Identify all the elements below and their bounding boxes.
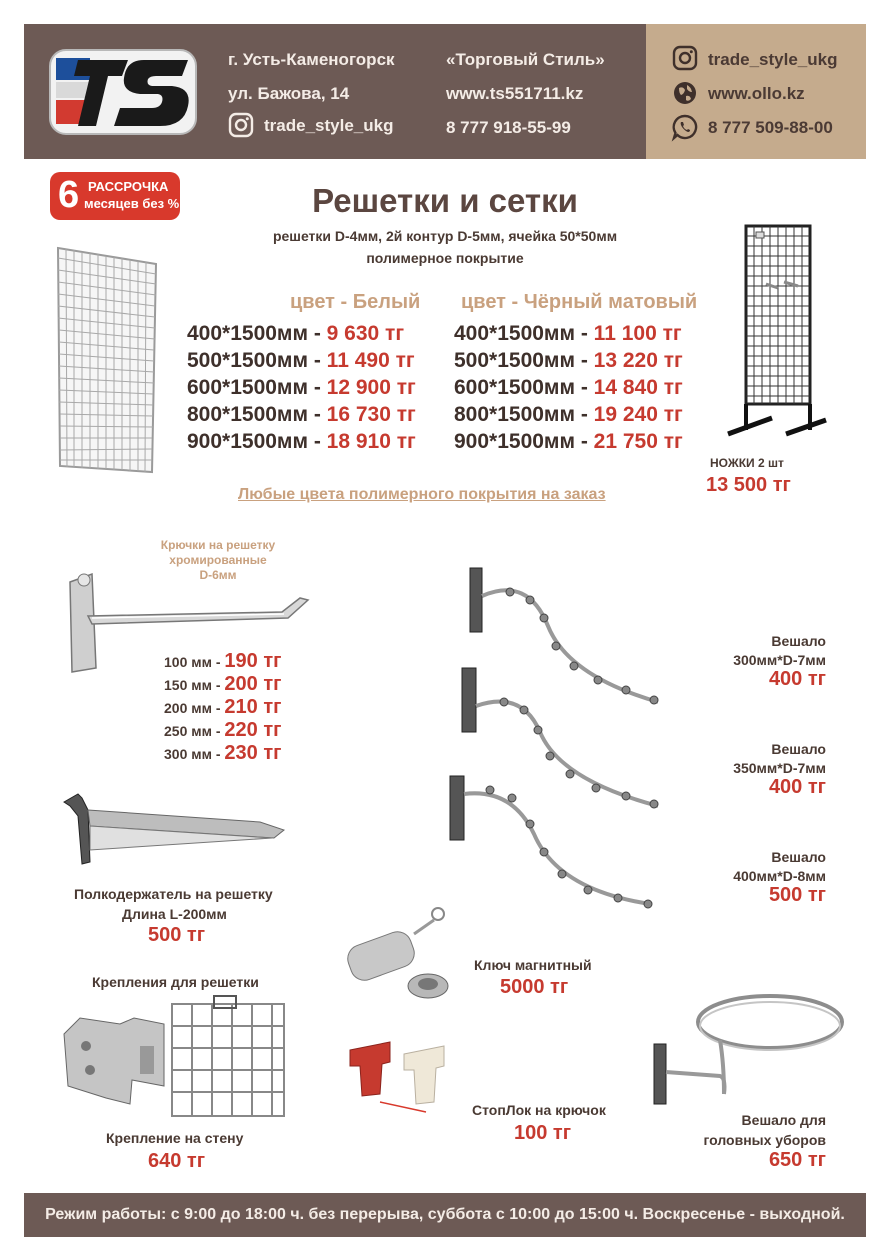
price-row [187, 322, 416, 349]
hat-price: 650 тг [768, 1149, 826, 1171]
legs-label: НОЖКИ 2 шт [710, 456, 784, 470]
hooks-title-line1: Крючки на решетку [160, 538, 276, 552]
price-value: 19 240 тг [593, 403, 683, 426]
hooks-title-line3: D-6мм [199, 568, 237, 582]
header-website[interactable]: www.ts551711.kz [446, 84, 584, 103]
price-value: 18 910 тг [326, 430, 416, 453]
grid-panel-image [52, 244, 162, 476]
subtitle-coating: полимерное покрытие [366, 250, 524, 266]
header-whatsapp[interactable]: 8 777 509-88-00 [708, 118, 833, 137]
hanger-spec: 350мм*D-7мм [733, 760, 826, 776]
size-label: 600*1500мм - [187, 376, 327, 399]
price-row [454, 376, 683, 403]
key-label: Ключ магнитный [474, 957, 592, 973]
grid-stand-image [726, 222, 830, 454]
price-value: 220 тг [224, 719, 282, 741]
custom-colors-note: Любые цвета полимерного покрытия на заказ [238, 486, 606, 503]
size-label: 300 мм - [164, 746, 225, 762]
size-label: 400*1500мм - [454, 322, 594, 345]
price-row [164, 673, 281, 696]
wall-mount-label: Крепление на стену [106, 1130, 244, 1146]
price-value: 21 750 тг [593, 430, 683, 453]
size-label: 100 мм - [164, 654, 225, 670]
size-label: 900*1500мм - [454, 430, 594, 453]
hooks-title-line2: хромированные [169, 553, 267, 567]
hat-line2: головных уборов [703, 1132, 826, 1148]
hanger-spec: 300мм*D-7мм [733, 652, 826, 668]
black-price-list [454, 322, 683, 457]
price-row [187, 403, 416, 430]
price-value: 16 730 тг [326, 403, 416, 426]
size-label: 200 мм - [164, 700, 225, 716]
header-city: г. Усть-Каменогорск [228, 50, 395, 69]
size-label: 500*1500мм - [454, 349, 594, 372]
stoplock-image [346, 1032, 456, 1126]
magnetic-key-image [344, 904, 454, 1000]
white-price-list [187, 322, 416, 457]
size-label: 600*1500мм - [454, 376, 594, 399]
instagram-icon [228, 112, 254, 138]
shelf-price: 500 тг [148, 924, 206, 946]
badge-number: 6 [58, 174, 80, 216]
hanger-price: 400 тг [768, 668, 826, 690]
shelf-holder-image [60, 786, 300, 866]
size-label: 400*1500мм - [187, 322, 327, 345]
mounts-image [60, 994, 290, 1120]
price-row [164, 696, 281, 719]
globe-icon [672, 80, 698, 106]
hooks-price-list [164, 650, 281, 765]
hanger-spec: 400мм*D-8мм [733, 868, 826, 884]
subtitle-specs: решетки D-4мм, 2й контур D-5мм, ячейка 50*50мм [272, 228, 618, 244]
price-value: 11 100 тг [593, 322, 682, 345]
hanger-2-info [733, 740, 826, 797]
price-value: 13 220 тг [593, 349, 683, 372]
price-value: 190 тг [224, 650, 282, 672]
logo [48, 46, 198, 138]
hat-hanger-image [650, 984, 850, 1110]
price-row [454, 322, 683, 349]
price-value: 9 630 тг [326, 322, 405, 345]
header-instagram-right[interactable]: trade_style_ukg [708, 50, 838, 69]
price-row [187, 376, 416, 403]
stoplock-price: 100 тг [514, 1122, 572, 1144]
hat-line1: Вешало для [741, 1112, 826, 1128]
size-label: 500*1500мм - [187, 349, 327, 372]
key-price: 5000 тг [500, 976, 569, 998]
price-row [454, 430, 683, 457]
hanger-name: Вешало [771, 849, 826, 865]
working-hours: Режим работы: с 9:00 до 18:00 ч. без перерыва, суббота с 10:00 до 15:00 ч. Воскресенье - выходной. [45, 1206, 845, 1223]
price-value: 200 тг [224, 673, 282, 695]
price-value: 210 тг [224, 696, 282, 718]
header-street: ул. Бажова, 14 [228, 84, 350, 103]
header-instagram-left[interactable]: trade_style_ukg [264, 116, 394, 135]
waterfall-hangers-image [458, 566, 668, 922]
hanger-name: Вешало [771, 741, 826, 757]
hat-hanger-info [704, 1110, 827, 1170]
price-value: 12 900 тг [326, 376, 416, 399]
price-row [164, 719, 281, 742]
white-color-heading: цвет - Белый [290, 291, 421, 313]
instagram-icon [672, 45, 698, 71]
price-row [454, 403, 683, 430]
price-row [187, 430, 416, 457]
size-label: 150 мм - [164, 677, 225, 693]
size-label: 800*1500мм - [187, 403, 327, 426]
hanger-name: Вешало [771, 633, 826, 649]
footer-bar [24, 1193, 866, 1237]
price-value: 230 тг [224, 742, 282, 764]
stoplock-label: СтопЛок на крючок [472, 1102, 606, 1118]
shelf-line2: Длина L-200мм [122, 906, 227, 922]
header-phone[interactable]: 8 777 918-55-99 [446, 118, 571, 137]
page-title: Решетки и сетки [312, 182, 578, 219]
price-row [454, 349, 683, 376]
badge-line1: РАССРОЧКА [88, 179, 169, 194]
size-label: 800*1500мм - [454, 403, 594, 426]
price-row [164, 650, 281, 673]
black-color-heading: цвет - Чёрный матовый [461, 291, 698, 313]
shelf-line1: Полкодержатель на решетку [74, 886, 273, 902]
legs-price: 13 500 тг [706, 474, 791, 496]
price-value: 11 490 тг [326, 349, 415, 372]
wall-mount-price: 640 тг [148, 1150, 206, 1172]
hanger-1-info [733, 632, 826, 689]
hanger-3-info [733, 848, 826, 905]
mounts-title: Крепления для решетки [92, 974, 259, 990]
size-label: 900*1500мм - [187, 430, 327, 453]
price-row [164, 742, 281, 765]
whatsapp-icon [672, 114, 698, 140]
hanger-price: 500 тг [768, 884, 826, 906]
badge-line2: месяцев без % [84, 196, 180, 211]
header-website-right[interactable]: www.ollo.kz [708, 84, 805, 103]
size-label: 250 мм - [164, 723, 225, 739]
price-row [187, 349, 416, 376]
hanger-price: 400 тг [768, 776, 826, 798]
header-company: «Торговый Стиль» [446, 50, 605, 69]
price-value: 14 840 тг [593, 376, 683, 399]
